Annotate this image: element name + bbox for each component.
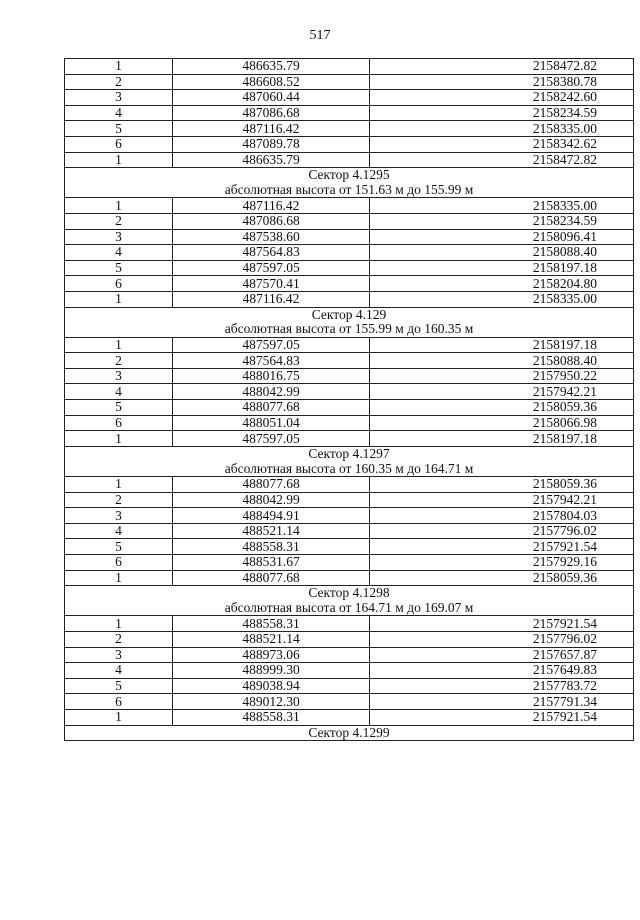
x-coordinate-cell: 488558.31 (173, 616, 370, 632)
x-coordinate-cell: 487116.42 (173, 121, 370, 137)
y-coordinate-cell: 2158088.40 (370, 245, 634, 261)
point-number-cell: 4 (65, 245, 173, 261)
x-coordinate-cell: 488494.91 (173, 508, 370, 524)
table-row (65, 260, 634, 276)
table-row (65, 74, 634, 90)
table-row (65, 508, 634, 524)
sector-height-row (65, 322, 634, 337)
point-number-cell: 6 (65, 276, 173, 292)
point-number-cell: 1 (65, 709, 173, 725)
table-row (65, 631, 634, 647)
table-row (65, 523, 634, 539)
y-coordinate-cell: 2158342.62 (370, 136, 634, 152)
x-coordinate-cell: 489012.30 (173, 694, 370, 710)
point-number-cell: 5 (65, 260, 173, 276)
x-coordinate-cell: 487597.05 (173, 260, 370, 276)
x-coordinate-cell: 489038.94 (173, 678, 370, 694)
point-number-cell: 1 (65, 337, 173, 353)
point-number-cell: 1 (65, 570, 173, 586)
table-row (65, 709, 634, 725)
table-row (65, 291, 634, 307)
y-coordinate-cell: 2158096.41 (370, 229, 634, 245)
y-coordinate-cell: 2157942.21 (370, 492, 634, 508)
point-number-cell: 2 (65, 213, 173, 229)
table-row (65, 198, 634, 214)
table-row (65, 400, 634, 416)
sector-height: абсолютная высота от 155.99 м до 160.35 м (65, 322, 634, 337)
point-number-cell: 6 (65, 694, 173, 710)
point-number-cell: 4 (65, 663, 173, 679)
sector-title-row (65, 307, 634, 322)
coordinates-table-body (65, 59, 634, 741)
x-coordinate-cell: 488051.04 (173, 415, 370, 431)
x-coordinate-cell: 487597.05 (173, 431, 370, 447)
sector-title-row (65, 725, 634, 741)
table-row (65, 694, 634, 710)
point-number-cell: 1 (65, 291, 173, 307)
x-coordinate-cell: 488999.30 (173, 663, 370, 679)
y-coordinate-cell: 2157796.02 (370, 631, 634, 647)
point-number-cell: 1 (65, 198, 173, 214)
table-row (65, 105, 634, 121)
x-coordinate-cell: 488521.14 (173, 523, 370, 539)
table-row (65, 570, 634, 586)
page-number: 517 (309, 28, 331, 43)
point-number-cell: 2 (65, 492, 173, 508)
y-coordinate-cell: 2158088.40 (370, 353, 634, 369)
point-number-cell: 1 (65, 616, 173, 632)
x-coordinate-cell: 488042.99 (173, 384, 370, 400)
y-coordinate-cell: 2158197.18 (370, 260, 634, 276)
x-coordinate-cell: 488558.31 (173, 539, 370, 555)
sector-height: абсолютная высота от 151.63 м до 155.99 м (65, 183, 634, 198)
y-coordinate-cell: 2157657.87 (370, 647, 634, 663)
y-coordinate-cell: 2157929.16 (370, 555, 634, 571)
table-row (65, 368, 634, 384)
y-coordinate-cell: 2157921.54 (370, 539, 634, 555)
x-coordinate-cell: 488077.68 (173, 477, 370, 493)
y-coordinate-cell: 2157783.72 (370, 678, 634, 694)
point-number-cell: 3 (65, 229, 173, 245)
x-coordinate-cell: 488531.67 (173, 555, 370, 571)
sector-title: Сектор 4.1299 (65, 725, 634, 741)
x-coordinate-cell: 487089.78 (173, 136, 370, 152)
sector-title-row (65, 168, 634, 183)
x-coordinate-cell: 486635.79 (173, 59, 370, 75)
x-coordinate-cell: 488558.31 (173, 709, 370, 725)
sector-height-row (65, 461, 634, 476)
table-row (65, 678, 634, 694)
table-row (65, 415, 634, 431)
point-number-cell: 2 (65, 631, 173, 647)
table-row (65, 353, 634, 369)
x-coordinate-cell: 487086.68 (173, 105, 370, 121)
x-coordinate-cell: 487570.41 (173, 276, 370, 292)
sector-title: Сектор 4.1295 (65, 168, 634, 183)
x-coordinate-cell: 488042.99 (173, 492, 370, 508)
sector-height: абсолютная высота от 164.71 м до 169.07 м (65, 601, 634, 616)
x-coordinate-cell: 488077.68 (173, 400, 370, 416)
y-coordinate-cell: 2158335.00 (370, 291, 634, 307)
table-row (65, 245, 634, 261)
point-number-cell: 3 (65, 90, 173, 106)
table-row (65, 539, 634, 555)
sector-title: Сектор 4.1298 (65, 586, 634, 601)
table-row (65, 431, 634, 447)
point-number-cell: 4 (65, 384, 173, 400)
coordinates-table (64, 58, 634, 741)
y-coordinate-cell: 2158059.36 (370, 570, 634, 586)
table-row (65, 213, 634, 229)
table-row (65, 647, 634, 663)
point-number-cell: 1 (65, 431, 173, 447)
y-coordinate-cell: 2158066.98 (370, 415, 634, 431)
table-row (65, 492, 634, 508)
sector-height: абсолютная высота от 160.35 м до 164.71 м (65, 461, 634, 476)
point-number-cell: 1 (65, 477, 173, 493)
table-row (65, 90, 634, 106)
y-coordinate-cell: 2157921.54 (370, 709, 634, 725)
sector-height-row (65, 601, 634, 616)
table-row (65, 276, 634, 292)
x-coordinate-cell: 487564.83 (173, 245, 370, 261)
x-coordinate-cell: 487116.42 (173, 198, 370, 214)
x-coordinate-cell: 486635.79 (173, 152, 370, 168)
x-coordinate-cell: 487597.05 (173, 337, 370, 353)
point-number-cell: 1 (65, 59, 173, 75)
y-coordinate-cell: 2158234.59 (370, 105, 634, 121)
y-coordinate-cell: 2158197.18 (370, 337, 634, 353)
x-coordinate-cell: 487060.44 (173, 90, 370, 106)
y-coordinate-cell: 2158059.36 (370, 477, 634, 493)
x-coordinate-cell: 488973.06 (173, 647, 370, 663)
x-coordinate-cell: 487086.68 (173, 213, 370, 229)
point-number-cell: 3 (65, 647, 173, 663)
x-coordinate-cell: 486608.52 (173, 74, 370, 90)
point-number-cell: 5 (65, 400, 173, 416)
point-number-cell: 4 (65, 105, 173, 121)
point-number-cell: 6 (65, 415, 173, 431)
point-number-cell: 5 (65, 121, 173, 137)
point-number-cell: 3 (65, 508, 173, 524)
y-coordinate-cell: 2158059.36 (370, 400, 634, 416)
x-coordinate-cell: 488016.75 (173, 368, 370, 384)
point-number-cell: 5 (65, 678, 173, 694)
sector-title: Сектор 4.129 (65, 307, 634, 322)
table-row (65, 477, 634, 493)
table-row (65, 229, 634, 245)
table-row (65, 121, 634, 137)
point-number-cell: 6 (65, 136, 173, 152)
y-coordinate-cell: 2157796.02 (370, 523, 634, 539)
sector-height-row (65, 183, 634, 198)
y-coordinate-cell: 2158242.60 (370, 90, 634, 106)
table-row (65, 152, 634, 168)
x-coordinate-cell: 487564.83 (173, 353, 370, 369)
table-row (65, 555, 634, 571)
sector-title: Сектор 4.1297 (65, 446, 634, 461)
x-coordinate-cell: 487116.42 (173, 291, 370, 307)
y-coordinate-cell: 2158380.78 (370, 74, 634, 90)
point-number-cell: 4 (65, 523, 173, 539)
table-row (65, 337, 634, 353)
y-coordinate-cell: 2158197.18 (370, 431, 634, 447)
point-number-cell: 2 (65, 74, 173, 90)
y-coordinate-cell: 2157942.21 (370, 384, 634, 400)
point-number-cell: 2 (65, 353, 173, 369)
y-coordinate-cell: 2158234.59 (370, 213, 634, 229)
y-coordinate-cell: 2158335.00 (370, 198, 634, 214)
y-coordinate-cell: 2157921.54 (370, 616, 634, 632)
y-coordinate-cell: 2157791.34 (370, 694, 634, 710)
x-coordinate-cell: 488077.68 (173, 570, 370, 586)
y-coordinate-cell: 2158335.00 (370, 121, 634, 137)
table-row (65, 663, 634, 679)
sector-title-row (65, 586, 634, 601)
y-coordinate-cell: 2157649.83 (370, 663, 634, 679)
y-coordinate-cell: 2158204.80 (370, 276, 634, 292)
table-row (65, 136, 634, 152)
table-row (65, 59, 634, 75)
x-coordinate-cell: 488521.14 (173, 631, 370, 647)
y-coordinate-cell: 2158472.82 (370, 152, 634, 168)
sector-title-row (65, 446, 634, 461)
point-number-cell: 1 (65, 152, 173, 168)
point-number-cell: 5 (65, 539, 173, 555)
y-coordinate-cell: 2158472.82 (370, 59, 634, 75)
x-coordinate-cell: 487538.60 (173, 229, 370, 245)
table-row (65, 616, 634, 632)
point-number-cell: 6 (65, 555, 173, 571)
y-coordinate-cell: 2157950.22 (370, 368, 634, 384)
y-coordinate-cell: 2157804.03 (370, 508, 634, 524)
table-row (65, 384, 634, 400)
point-number-cell: 3 (65, 368, 173, 384)
